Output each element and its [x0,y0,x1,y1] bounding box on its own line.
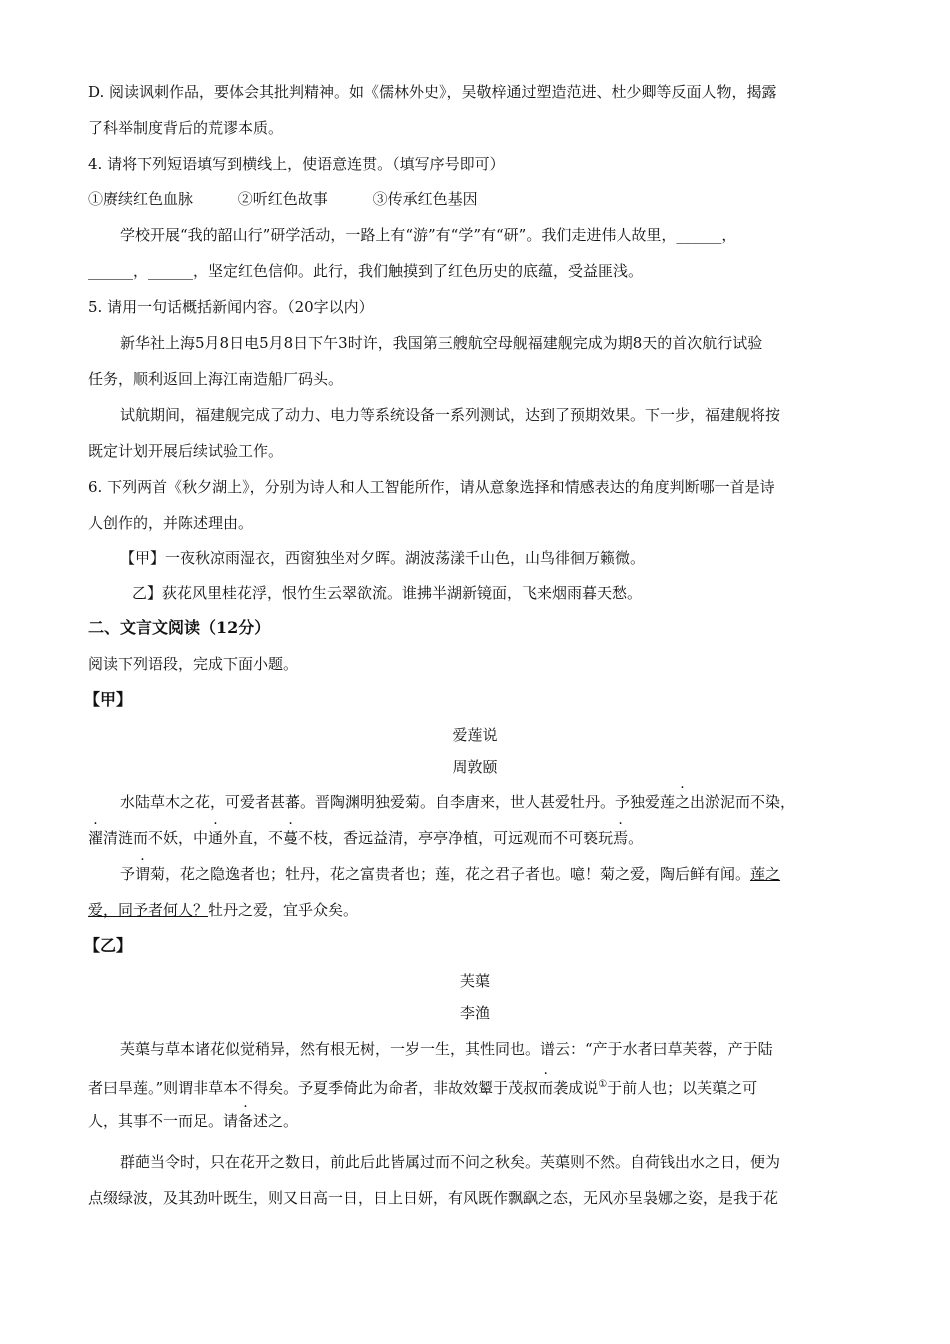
section-2-title: 二、文言文阅读（12分） [88,618,271,637]
news-paragraph-1-line-2: 任务，顺利返回上海江南造船厂码头。 [88,370,344,388]
passage-yi-title: 芙蕖 [459,972,490,990]
passage-yi-p2-line-2: 点缀绿波，及其劲叶既生，则又日高一日，日上日妍，有风既作飘飖之态，无风亦呈袅娜之姿，是我于花 [88,1189,779,1207]
question-4-stem: 4. 请将下列短语填写到横线上，使语意连贯。（填写序号即可） [88,155,505,173]
passage-yi-p2-line-1: 群葩当令时，只在花开之数日，前此后此皆属过而不问之秋矣。芙蕖则不然。自荷钱出水之日，便为 [120,1153,781,1171]
text-run: 述之。 [253,1112,299,1130]
text-run: 水陆草木之花，可爱者甚蕃。晋陶渊明独爱菊。自李唐来，世人甚爱牡丹。予独爱莲 [120,793,676,811]
question-6-stem-line-1: 6. 下列两首《秋夕湖上》，分别为诗人和人工智能所作，请从意象选择和情感表达的角度判断哪一首是诗 [88,478,775,496]
news-paragraph-2-line-2: 既定计划开展后续试验工作。 [88,442,284,460]
dotted-char: 濯 [88,829,104,847]
passage-jia-p2-line-1 [120,863,868,885]
text-run: 人，其事不一而足。请 [88,1112,239,1130]
dotted-char: 而 [538,1079,554,1097]
poem-yi: 乙】荻花风里桂花浮，恨竹生云翠欲流。谁拂半湖新镜面，飞来烟雨暮天愁。 [132,584,643,602]
passage-jia-title: 爱莲说 [452,726,498,744]
passage-yi-p1-line-1: 芙蕖与草本诸花似觉稍异，然有根无树，一岁一生，其性同也。谱云：“产于水者曰草芙蓉，产于陆 [120,1040,773,1058]
news-paragraph-2-line-1: 试航期间，福建舰完成了动力、电力等系统设备一系列测试，达到了预期效果。下一步，福建舰将按 [120,406,781,424]
passage-jia-p2-line-2 [88,899,868,921]
option-1: ①赓续红色血脉 [88,190,194,208]
question-4-paragraph-line-2: ______，______，坚定红色信仰。此行，我们触摸到了红色历史的底蕴，受益匪浅。 [88,262,644,280]
question-5-stem: 5. 请用一句话概括新闻内容。（20字以内） [88,298,374,316]
option-2: ②听红色故事 [237,190,328,208]
dotted-char: 备 [238,1112,254,1130]
passage-jia-p1-line-1 [120,791,868,813]
text-run: 不枝，香远益清，亭亭净植，可远观而不可亵玩 [298,829,614,847]
dotted-char: 谓 [135,865,151,883]
option-d-line-2: 了科举制度背后的荒谬本质。 [88,119,284,137]
passage-yi-label: 【乙】 [84,936,133,955]
passage-yi-p1-line-2 [88,1074,868,1099]
question-4-options [88,188,868,210]
text-run: 菊，花之隐逸者也；牡丹，花之富贵者也；莲，花之君子者也。噫！菊之爱，陶后鲜有闻。 [150,865,751,883]
question-4-paragraph-line-1: 学校开展“我的韶山行”研学活动，一路上有“游”有“学”有“研”。我们走进伟人故里，______， [120,226,737,244]
dotted-char: 通 [208,829,224,847]
text-run: 外直，不 [223,829,284,847]
text-run: 出淤泥而不染， [690,793,796,811]
dotted-char: 焉 [613,829,629,847]
footnote-marker: ① [598,1079,608,1090]
text-run: 予 [120,865,136,883]
text-run: 者曰旱莲。”则谓非草本不得矣。予夏季倚此为命者，非故效颦于茂叔 [88,1079,539,1097]
underlined-sentence: 爱，同予者何人？ [88,901,209,919]
passage-yi-author: 李渔 [459,1004,490,1022]
news-paragraph-1-line-1: 新华社上海5月8日电5月8日下午3时许，我国第三艘航空母舰福建舰完成为期8天的首次航行试验 [120,334,763,352]
option-d-line-1: D. 阅读讽刺作品，要体会其批判精神。如《儒林外史》，吴敬梓通过塑造范进、杜少卿等反面人物，揭露 [88,83,777,101]
passage-jia-p1-line-2 [88,827,868,849]
text-run: 牡丹之爱，宜乎众矣。 [208,901,359,919]
passage-yi-p1-line-3 [88,1110,868,1132]
text-run: 清涟而不妖，中 [103,829,209,847]
text-run: 袭成说 [553,1079,599,1097]
passage-jia-author: 周敦颐 [452,758,498,776]
underlined-sentence: 莲之 [750,865,781,883]
option-3: ③传承红色基因 [372,190,478,208]
question-6-stem-line-2: 人创作的，并陈述理由。 [88,514,254,532]
text-run: 于前人也；以芙蕖之可 [607,1079,758,1097]
text-run: 。 [628,829,644,847]
dotted-char: 蔓 [283,829,299,847]
poem-jia: 【甲】一夜秋凉雨湿衣，西窗独坐对夕晖。湖波荡漾千山色，山鸟徘徊万籁微。 [120,549,646,567]
dotted-char: 之 [675,793,691,811]
section-2-instruction: 阅读下列语段，完成下面小题。 [88,655,299,673]
passage-jia-label: 【甲】 [84,690,133,709]
